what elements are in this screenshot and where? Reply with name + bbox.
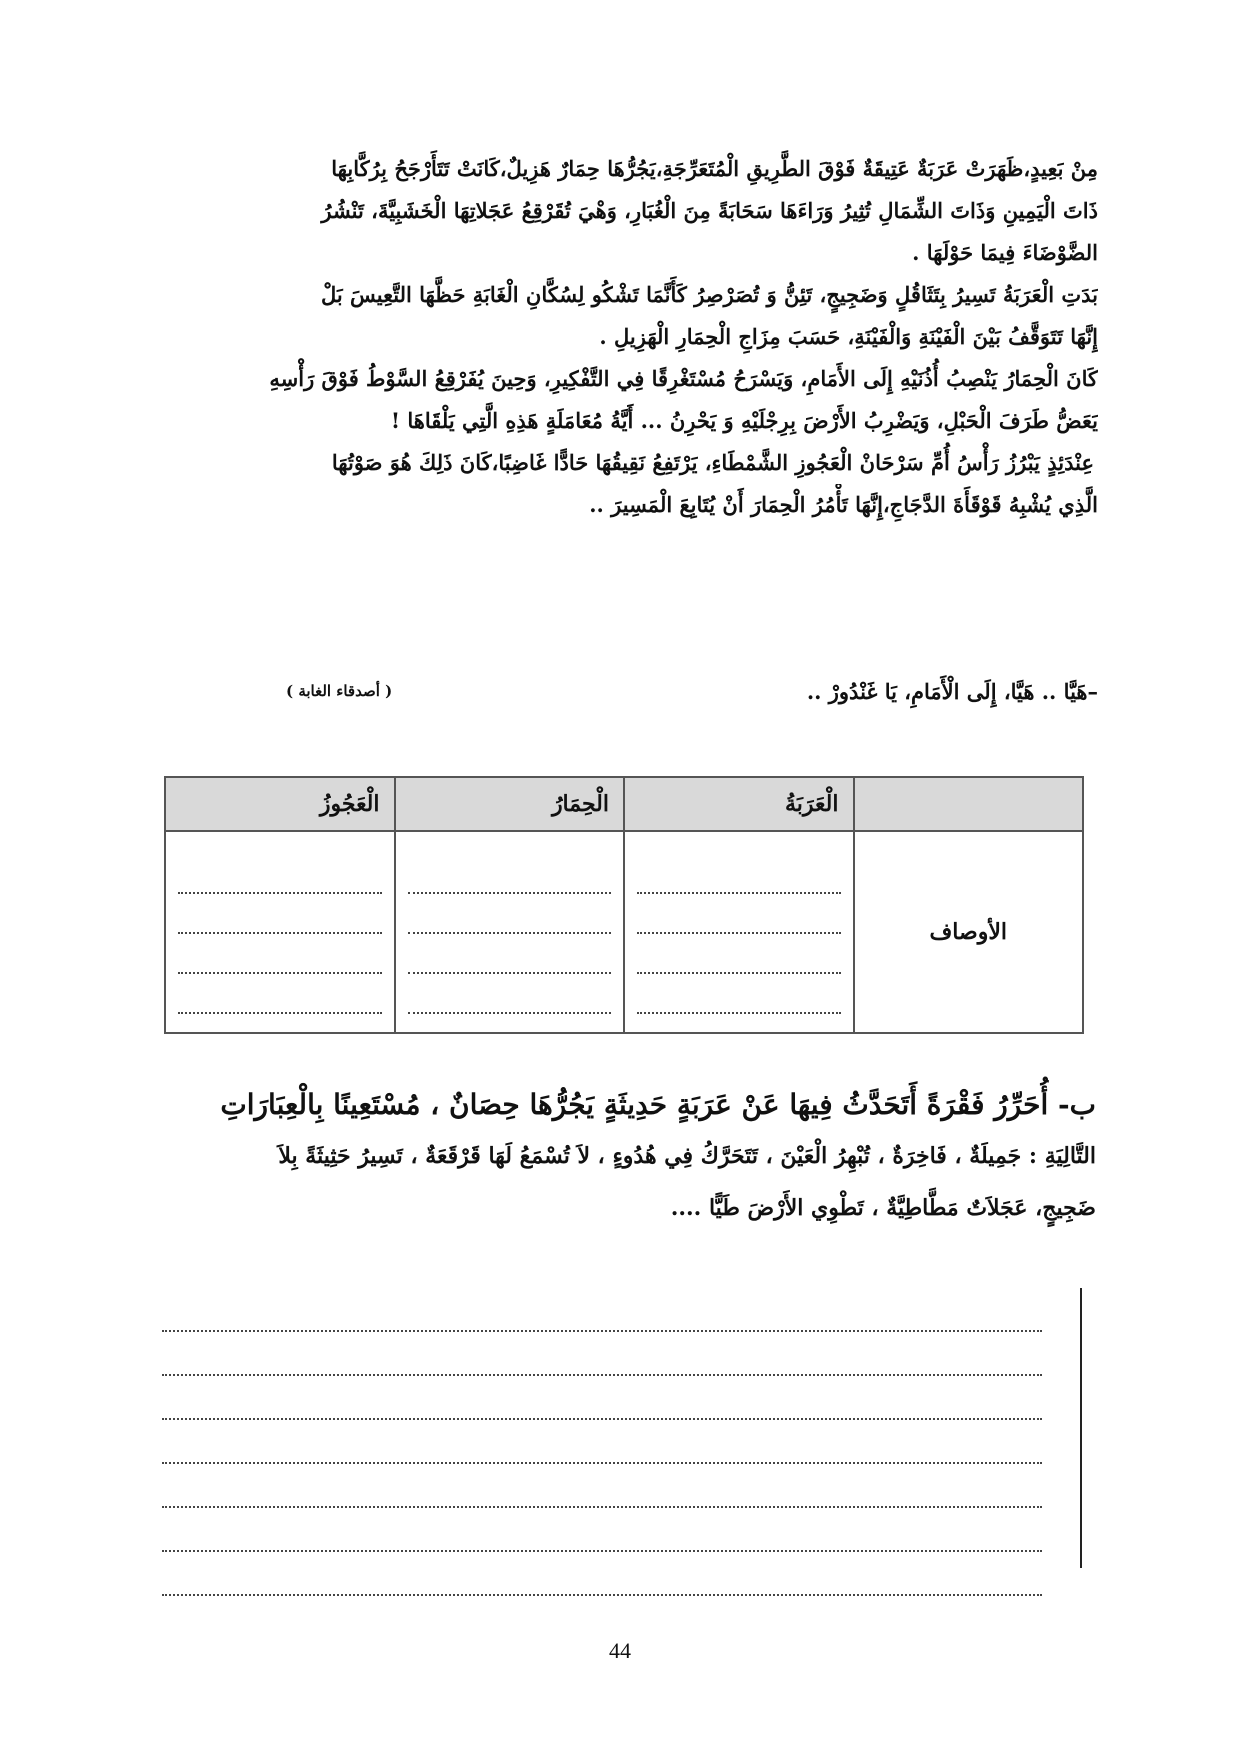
table-header-cart: الْعَرَبَةُ [624,777,854,831]
dotted-answer-line[interactable] [408,934,612,974]
passage-line: عِنْدَئِذٍ يَبْرُزُ رَأْسُ أُمِّ سَرْحَانْ الْعَجُوزِ الشَّمْطَاءِ، يَرْتَفِعُ نَقِيقُهَا حَادًّا غَاضِبًا،كَانَ ذَلِكَ هُوَ صَوْتُهَا [331,450,1094,475]
dotted-answer-line[interactable] [637,974,841,1014]
answer-line[interactable] [162,1376,1042,1420]
dotted-answer-line[interactable] [637,894,841,934]
table-corner-cell [854,777,1084,831]
passage-line: الضَّوْضَاءَ فِيمَا حَوْلَهَا . [912,240,1098,265]
task-instruction-line: التَّالِيَةِ : جَمِيلَةٌ ، فَاخِرَةٌ ، تُبْهِرُ الْعَيْنَ ، تَتَحَرَّكُ فِي هُدُوءٍ ، لاَ تُسْمَعُ لَهَا قَرْقَعَةٌ ، تَسِيرُ حَثِيثَةً بِلاَ [278,1143,1096,1169]
dotted-answer-line[interactable] [178,934,382,974]
writing-answer-area[interactable] [162,1288,1042,1596]
row-label-descriptions: الأوصاف [854,831,1084,1033]
dotted-answer-line[interactable] [178,894,382,934]
dotted-answer-line[interactable] [408,894,612,934]
answer-line[interactable] [162,1420,1042,1464]
answer-line[interactable] [162,1464,1042,1508]
answer-line[interactable] [162,1508,1042,1552]
passage-ending [148,672,1098,712]
page-number: 44 [609,1638,631,1663]
cart-descriptions-cell[interactable] [624,831,854,1033]
dotted-answer-line[interactable] [408,854,612,894]
passage-final-line: –هَيَّا .. هَيَّا، إِلَى الْأَمَامِ، يَا غَنْدُورْ .. [806,679,1098,704]
descriptions-table [164,776,1084,1034]
answer-line[interactable] [162,1288,1042,1332]
passage-line: بَدَتِ الْعَرَبَةُ تَسِيرُ بِتَثَاقُلٍ وَضَجِيجٍ، تَئِنُّ وَ تُصَرْصِرُ كَأَنَّمَا تَشْكُو لِسُكَّانِ الْغَابَةِ حَظَّهَا التَّعِيسَ بَلْ [320,282,1098,307]
dotted-answer-line[interactable] [637,934,841,974]
table-header-old-woman: الْعَجُوزُ [165,777,395,831]
passage-line: كَانَ الْحِمَارُ يَنْصِبُ أُذُنَيْهِ إِلَى الأَمَامِ، وَيَسْرَحُ مُسْتَغْرِقًا فِي التَّفْكِيرِ، وَحِينَ يُفَرْقِعُ السَّوْطُ فَوْقَ رَأْسِهِ [269,366,1098,391]
dotted-answer-line[interactable] [178,974,382,1014]
table-header-donkey: الْحِمَارُ [395,777,625,831]
donkey-descriptions-cell[interactable] [395,831,625,1033]
passage-line: مِنْ بَعِيدٍ،ظَهَرَتْ عَرَبَةٌ عَتِيقَةٌ فَوْقَ الطَّرِيقِ الْمُتَعَرِّجَةِ،يَجُرُّهَا حِمَارٌ هَزِيلٌ،كَانَتْ تَتَأَرْجَحُ بِرُكَّابِهَا [331,156,1098,181]
reading-passage [148,148,1098,526]
answer-line[interactable] [162,1332,1042,1376]
task-instruction-line: ب- أُحَرِّرُ فَقْرَةً أَتَحَدَّثُ فِيهَا عَنْ عَرَبَةٍ حَدِيثَةٍ يَجُرُّهَا حِصَانٌ ، مُسْتَعِينًا بِالْعِبَارَاتِ [220,1088,1096,1121]
dotted-answer-line[interactable] [408,974,612,1014]
dotted-answer-line[interactable] [637,854,841,894]
dotted-answer-line[interactable] [178,854,382,894]
passage-source: ( أصدقاء الغابة ) [286,682,393,700]
margin-rule [1080,1288,1082,1568]
passage-line: إِنَّهَا تَتَوَقَّفُ بَيْنَ الْفَيْنَةِ وَالْفَيْنَةِ، حَسَبَ مِزَاجِ الْحِمَارِ الْهَزِيلِ . [599,324,1098,349]
passage-line: الَّذِي يُشْبِهُ قَوْقَأَةَ الدَّجَاجِ،إِنَّهَا تَأْمُرُ الْحِمَارَ أَنْ يُتَابِعَ الْمَسِيرَ .. [589,492,1098,517]
table-row [165,831,1083,1033]
writing-task [136,1080,1096,1234]
passage-line: ذَاتَ الْيَمِينِ وَذَاتَ الشِّمَالِ تُثِيرُ وَرَاءَهَا سَحَابَةً مِنَ الْغُبَارِ، وَهْيَ تُقَرْقِعُ عَجَلاتِهَا الْخَشَبِيَّةَ، تَنْشُرُ [321,198,1098,223]
old-woman-descriptions-cell[interactable] [165,831,395,1033]
table-header-row [165,777,1083,831]
task-instruction-line: ضَجِيجٍ، عَجَلاَتٌ مَطَّاطِيَّةٌ ، تَطْوِي الأَرْضَ طَيًّا .... [670,1195,1096,1221]
passage-line: يَعَضُّ طَرَفَ الْحَبْلِ، وَيَضْرِبُ الأَرْضَ بِرِجْلَيْهِ وَ يَحْرِنُ ... أَيَّةُ مُعَامَلَةٍ هَذِهِ الَّتِي يَلْقَاهَا ! [390,408,1098,433]
answer-line[interactable] [162,1552,1042,1596]
